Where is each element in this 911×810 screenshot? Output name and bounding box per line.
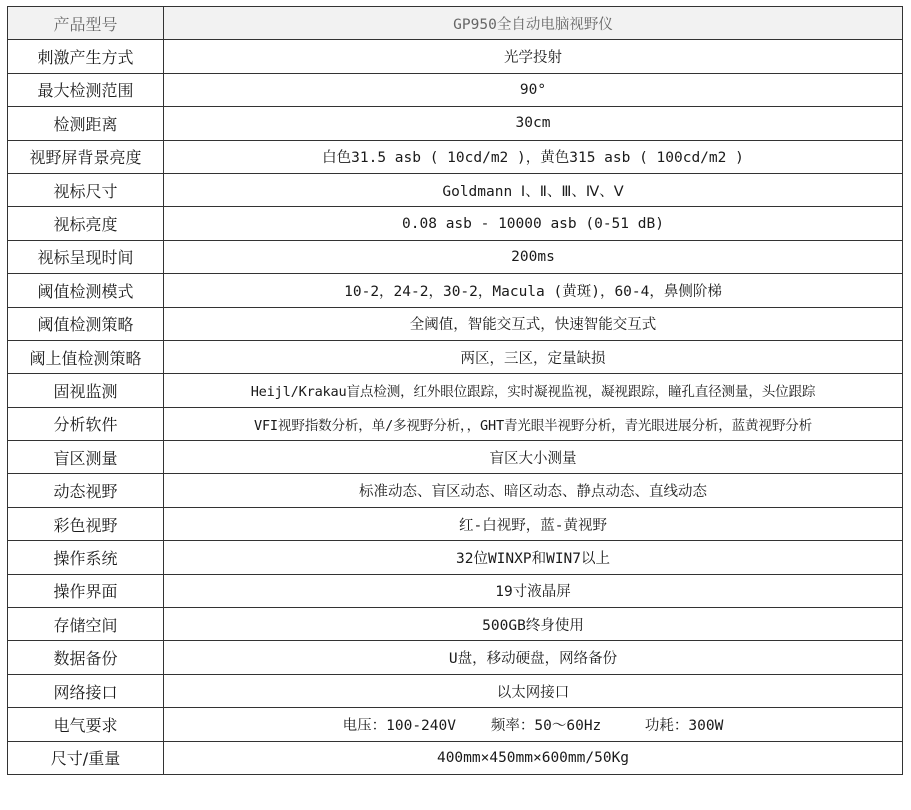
row-label-cell: 固视监测 bbox=[8, 374, 164, 407]
table-row bbox=[8, 40, 903, 73]
table-row bbox=[8, 541, 903, 574]
row-label-cell: 盲区测量 bbox=[8, 441, 164, 474]
table-row bbox=[8, 374, 903, 407]
row-label-cell: 视标呈现时间 bbox=[8, 240, 164, 273]
header-value-cell: GP950全自动电脑视野仪 bbox=[164, 7, 903, 40]
row-value-cell: 10-2，24-2，30-2，Macula (黄斑)，60-4，鼻侧阶梯 bbox=[164, 274, 903, 307]
row-value-cell: Goldmann Ⅰ、Ⅱ、Ⅲ、Ⅳ、Ⅴ bbox=[164, 173, 903, 206]
row-label-cell: 动态视野 bbox=[8, 474, 164, 507]
table-row bbox=[8, 574, 903, 607]
row-value-cell: Heijl/Krakau盲点检测，红外眼位跟踪，实时凝视监视，凝视跟踪，瞳孔直径测量，头位跟踪 bbox=[164, 374, 903, 407]
table-row bbox=[8, 674, 903, 707]
row-label-cell: 阈值检测模式 bbox=[8, 274, 164, 307]
row-label-cell: 阈上值检测策略 bbox=[8, 340, 164, 373]
row-value-cell: 标准动态、盲区动态、暗区动态、静点动态、直线动态 bbox=[164, 474, 903, 507]
row-value-cell: 400mm×450mm×600mm/50Kg bbox=[164, 741, 903, 774]
row-label-cell: 刺激产生方式 bbox=[8, 40, 164, 73]
table-row bbox=[8, 340, 903, 373]
row-label-cell: 最大检测范围 bbox=[8, 73, 164, 106]
row-value-cell: 电压：100-240V 频率：50～60Hz 功耗：300W bbox=[164, 708, 903, 741]
row-value-cell: 两区，三区，定量缺损 bbox=[164, 340, 903, 373]
row-value-cell: 90° bbox=[164, 73, 903, 106]
row-label-cell: 尺寸/重量 bbox=[8, 741, 164, 774]
row-label-cell: 视野屏背景亮度 bbox=[8, 140, 164, 173]
table-row bbox=[8, 741, 903, 774]
table-row bbox=[8, 608, 903, 641]
row-value-cell: 32位WINXP和WIN7以上 bbox=[164, 541, 903, 574]
table-row bbox=[8, 641, 903, 674]
table-row bbox=[8, 708, 903, 741]
row-value-cell: VFI视野指数分析，单/多视野分析，，GHT青光眼半视野分析，青光眼进展分析，蓝黄视野分析 bbox=[164, 407, 903, 440]
table-header-row bbox=[8, 7, 903, 40]
table-row bbox=[8, 407, 903, 440]
table-row bbox=[8, 107, 903, 140]
row-label-cell: 电气要求 bbox=[8, 708, 164, 741]
table-row bbox=[8, 474, 903, 507]
row-label-cell: 检测距离 bbox=[8, 107, 164, 140]
row-label-cell: 数据备份 bbox=[8, 641, 164, 674]
row-label-cell: 视标尺寸 bbox=[8, 173, 164, 206]
row-value-cell: 200ms bbox=[164, 240, 903, 273]
row-value-cell: 19寸液晶屏 bbox=[164, 574, 903, 607]
table-row bbox=[8, 274, 903, 307]
row-label-cell: 视标亮度 bbox=[8, 207, 164, 240]
row-value-cell: 0.08 asb - 10000 asb (0-51 dB) bbox=[164, 207, 903, 240]
row-label-cell: 分析软件 bbox=[8, 407, 164, 440]
row-label-cell: 操作系统 bbox=[8, 541, 164, 574]
table-row bbox=[8, 307, 903, 340]
table-row bbox=[8, 441, 903, 474]
spec-table-body bbox=[8, 7, 903, 775]
row-label-cell: 操作界面 bbox=[8, 574, 164, 607]
table-row bbox=[8, 507, 903, 540]
table-row bbox=[8, 207, 903, 240]
row-value-cell: 红-白视野，蓝-黄视野 bbox=[164, 507, 903, 540]
row-value-cell: 盲区大小测量 bbox=[164, 441, 903, 474]
row-label-cell: 网络接口 bbox=[8, 674, 164, 707]
row-value-cell: 白色31.5 asb ( 10cd/m2 )，黄色315 asb ( 100cd/m2 ) bbox=[164, 140, 903, 173]
header-label-cell: 产品型号 bbox=[8, 7, 164, 40]
table-row bbox=[8, 173, 903, 206]
table-row bbox=[8, 73, 903, 106]
table-row bbox=[8, 140, 903, 173]
table-row bbox=[8, 240, 903, 273]
row-value-cell: 以太网接口 bbox=[164, 674, 903, 707]
row-value-cell: U盘，移动硬盘，网络备份 bbox=[164, 641, 903, 674]
row-label-cell: 阈值检测策略 bbox=[8, 307, 164, 340]
row-label-cell: 彩色视野 bbox=[8, 507, 164, 540]
spec-table bbox=[7, 6, 903, 775]
row-value-cell: 光学投射 bbox=[164, 40, 903, 73]
row-value-cell: 30cm bbox=[164, 107, 903, 140]
row-value-cell: 500GB终身使用 bbox=[164, 608, 903, 641]
row-value-cell: 全阈值，智能交互式，快速智能交互式 bbox=[164, 307, 903, 340]
row-label-cell: 存储空间 bbox=[8, 608, 164, 641]
